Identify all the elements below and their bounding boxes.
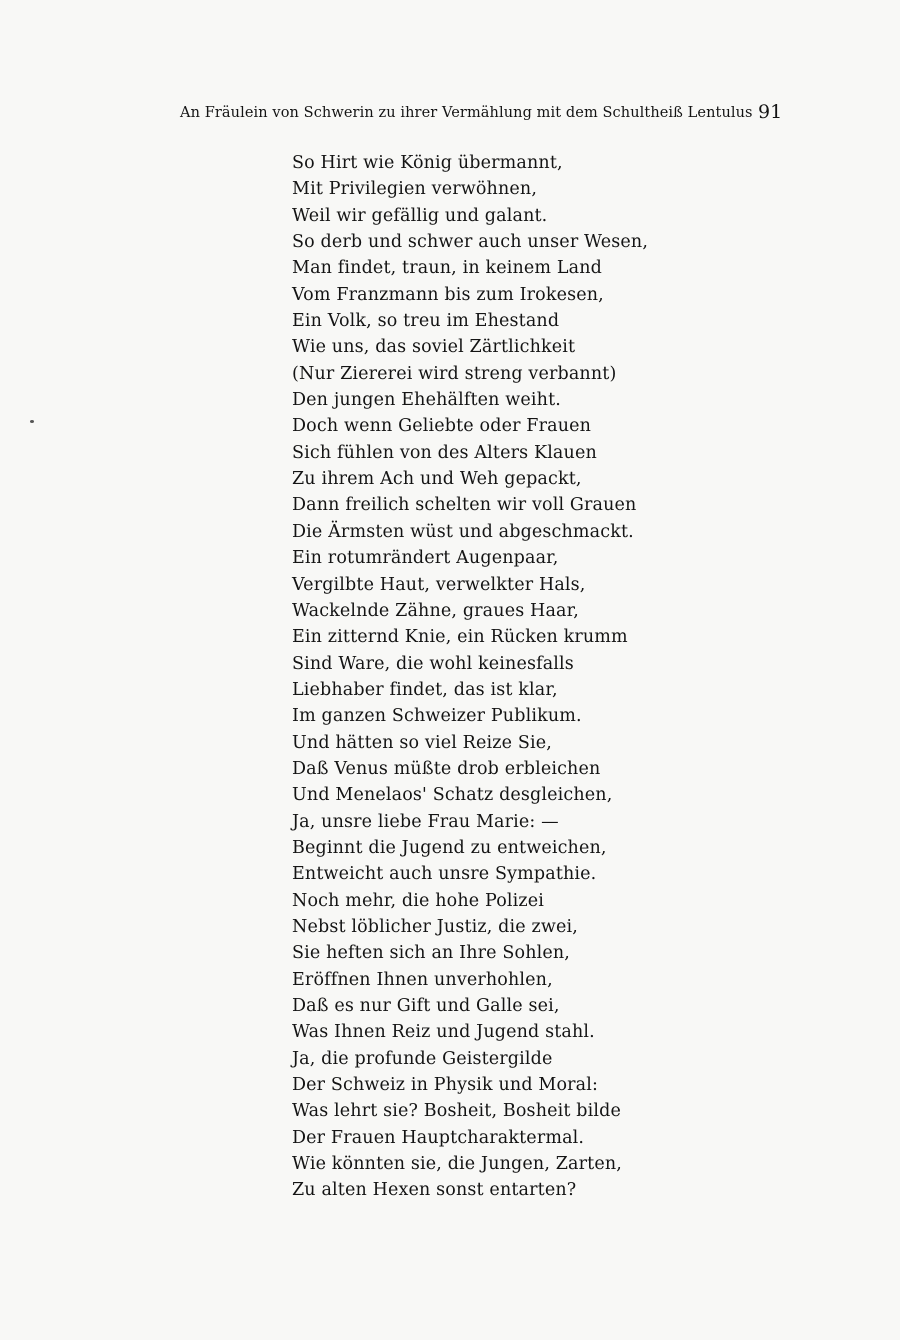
poem-line: Wie könnten sie, die Jungen, Zarten, (292, 1154, 622, 1175)
poem-line: Daß Venus müßte drob erbleichen (292, 758, 601, 779)
poem-line: Sich fühlen von des Alters Klauen (292, 442, 597, 463)
poem-line: Den jungen Ehehälften weiht. (292, 390, 561, 411)
poem-line: Und hätten so viel Reize Sie, (292, 732, 552, 753)
poem-line: Dann freilich schelten wir voll Grauen (292, 495, 637, 516)
poem-line: Der Schweiz in Physik und Moral: (292, 1075, 599, 1096)
poem-line: Und Menelaos' Schatz desgleichen, (292, 785, 613, 806)
poem-line: Doch wenn Geliebte oder Frauen (292, 416, 592, 437)
poem-line: Beginnt die Jugend zu entweichen, (292, 837, 607, 858)
poem-line: Der Frauen Hauptcharaktermal. (292, 1127, 585, 1148)
running-title: An Fräulein von Schwerin zu ihrer Vermählung mit dem Schultheiß Lentulus (180, 105, 753, 121)
poem-line: Was lehrt sie? Bosheit, Bosheit bilde (292, 1101, 621, 1122)
poem-line: Mit Privilegien verwöhnen, (292, 179, 538, 200)
poem-line: Nebst löblicher Justiz, die zwei, (292, 916, 578, 937)
poem-line: Daß es nur Gift und Galle sei, (292, 996, 560, 1016)
margin-speck (30, 420, 34, 423)
poem-line: Wie uns, das soviel Zärtlichkeit (292, 337, 576, 358)
poem-line: Eröffnen Ihnen unverhohlen, (292, 969, 553, 990)
poem-line: So Hirt wie König übermannt, (292, 153, 563, 173)
poem-line: Im ganzen Schweizer Publikum. (292, 706, 582, 727)
poem-line: Ein Volk, so treu im Ehestand (292, 311, 560, 332)
poem-line: Man findet, traun, in keinem Land (292, 258, 602, 279)
page-number: 91 (758, 101, 783, 123)
poem-line: Ja, die profunde Geistergilde (292, 1048, 553, 1069)
poem-line: Ein rotumrändert Augenpaar, (292, 548, 559, 569)
poem-line: Wackelnde Zähne, graues Haar, (292, 600, 579, 621)
poem-line: Zu alten Hexen sonst entarten? (292, 1180, 577, 1201)
poem-line: Entweicht auch unsre Sympathie. (292, 864, 597, 885)
poem-line: So derb und schwer auch unser Wesen, (292, 232, 649, 253)
poem-line: Ja, unsre liebe Frau Marie: — (292, 811, 559, 832)
poem-line: Die Ärmsten wüst und abgeschmackt. (292, 521, 634, 542)
poem-line: (Nur Ziererei wird streng verbannt) (292, 363, 617, 384)
poem-line: Vergilbte Haut, verwelkter Hals, (292, 574, 586, 595)
poem-line: Zu ihrem Ach und Weh gepackt, (292, 469, 582, 490)
poem-line: Noch mehr, die hohe Polizei (292, 890, 545, 911)
poem-line: Liebhaber findet, das ist klar, (292, 679, 558, 700)
poem-line: Sind Ware, die wohl keinesfalls (292, 653, 574, 674)
poem-line: Weil wir gefällig und galant. (292, 205, 548, 226)
poem-line: Was Ihnen Reiz und Jugend stahl. (292, 1022, 595, 1043)
poem-line: Ein zitternd Knie, ein Rücken krumm (292, 627, 628, 648)
poem-line: Vom Franzmann bis zum Irokesen, (292, 284, 604, 305)
poem-text (292, 150, 712, 1204)
poem-line: Sie heften sich an Ihre Sohlen, (292, 943, 571, 964)
